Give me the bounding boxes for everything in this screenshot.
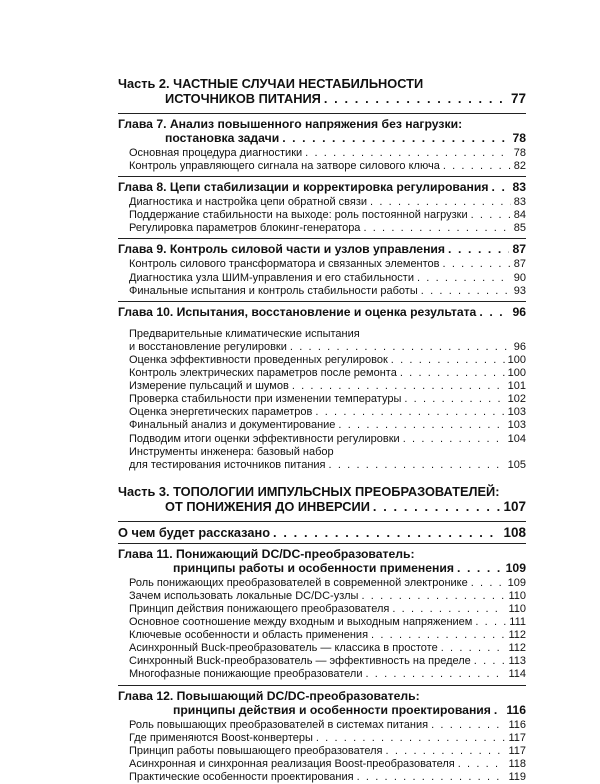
- chapter-10-title: Глава 10. Испытания, восстановление и оценка результата: [118, 304, 477, 319]
- toc-entry: Многофазные понижающие преобразователи . . . 114: [118, 668, 526, 681]
- toc-entry: Инструменты инженера: базовый набор для тестирования источников питания . . . 105: [118, 446, 526, 472]
- toc-entry: Контроль электрических параметров после ремонта . . . 100: [118, 367, 526, 380]
- chapter-7-title-line2: постановка задачи: [165, 131, 280, 145]
- dot-leader: [273, 527, 500, 540]
- intro-page: 108: [503, 524, 526, 540]
- toc-entry: Поддержание стабильности на выходе: роль постоянной нагрузки . . . 84: [118, 209, 526, 222]
- toc-entry: Принцип действия понижающего преобразователя . . . 110: [118, 603, 526, 616]
- chapter-7-heading: [118, 117, 526, 145]
- chapter-12-heading: [118, 689, 526, 717]
- toc-entry: Роль повышающих преобразователей в системах питания . . . 116: [118, 719, 526, 732]
- chapter-10-page: 96: [512, 304, 526, 319]
- chapter-10-heading: [118, 305, 526, 319]
- toc-entry: Асинхронная и синхронная реализация Boost-преобразователя . . . 118: [118, 758, 526, 771]
- chapter-12-title-line2: принципы действия и особенности проектирования: [173, 702, 491, 717]
- toc-entry: Основное соотношение между входным и выходным напряжением . . . 111: [118, 616, 526, 629]
- intro-heading: [118, 525, 526, 540]
- toc-entry: Асинхронный Buck-преобразователь — классика в простоте . . . 112: [118, 642, 526, 655]
- chapter-11-page: 109: [505, 560, 526, 575]
- dot-leader: [457, 562, 503, 574]
- toc-entry: Контроль управляющего сигнала на затворе силового ключа . . . 82: [118, 160, 526, 173]
- toc-entry: Финальный анализ и документирование . . . 103: [118, 419, 526, 432]
- chapter-10-group: [118, 301, 526, 472]
- chapter-11-heading: [118, 547, 526, 575]
- chapter-11-title-line2: принципы работы и особенности применения: [173, 560, 454, 575]
- chapter-8-heading: [118, 180, 526, 194]
- toc-entry: Синхронный Buck-преобразователь — эффективность на пределе . . . 113: [118, 655, 526, 668]
- chapter-8-title: Глава 8. Цепи стабилизации и корректировка регулирования: [118, 180, 489, 195]
- chapter-9-page: 87: [512, 242, 526, 257]
- part-2-page: 77: [510, 91, 526, 106]
- chapter-7-group: [118, 113, 526, 173]
- toc-entry: Практические особенности проектирования . . . 119: [118, 771, 526, 784]
- dot-leader: [479, 306, 509, 318]
- chapter-8-page: 83: [512, 180, 526, 195]
- chapter-7-title-line1: Глава 7. Анализ повышенного напряжения без нагрузки:: [118, 117, 463, 131]
- chapter-9-title: Глава 9. Контроль силовой части и узлов управления: [118, 242, 446, 257]
- dot-leader: [494, 704, 503, 716]
- toc-entry: Зачем использовать локальные DC/DC-узлы . . . 110: [118, 590, 526, 603]
- toc-entry: Проверка стабильности при изменении температуры . . . 102: [118, 393, 526, 406]
- chapter-9-group: [118, 238, 526, 297]
- dot-leader: [373, 501, 501, 514]
- toc-entry: Где применяются Boost-конвертеры . . . 117: [118, 732, 526, 745]
- part-2-title-line2: ИСТОЧНИКОВ ПИТАНИЯ: [165, 91, 321, 106]
- intro-group: [118, 521, 526, 540]
- chapter-12-title-line1: Глава 12. Повышающий DC/DC-преобразователь:: [118, 688, 420, 703]
- toc-entry: Контроль силового трансформатора и связанных элементов . . . 87: [118, 258, 526, 271]
- toc-entry: Принцип работы повышающего преобразователя . . . 117: [118, 745, 526, 758]
- chapter-11-title-line1: Глава 11. Понижающий DC/DC-преобразователь:: [118, 546, 415, 561]
- dot-leader: [282, 132, 509, 144]
- part-3-title-line1: Часть 3. ТОПОЛОГИИ ИМПУЛЬСНЫХ ПРЕОБРАЗОВАТЕЛЕЙ:: [118, 483, 500, 499]
- toc-entry: Подводим итоги оценки эффективности регулировки . . . 104: [118, 433, 526, 446]
- toc-entry: Финальные испытания и контроль стабильности работы . . . 93: [118, 285, 526, 298]
- part-3-title-line2: ОТ ПОНИЖЕНИЯ ДО ИНВЕРСИИ: [165, 498, 370, 514]
- dot-leader: [324, 93, 508, 106]
- toc-entry: Ключевые особенности и область применения . . . 112: [118, 629, 526, 642]
- toc-entry: Регулировка параметров блокинг-генератора . . . 85: [118, 222, 526, 235]
- chapter-8-group: [118, 176, 526, 235]
- part-3-page: 107: [503, 498, 526, 514]
- part-3-heading: [118, 484, 526, 514]
- chapter-12-group: [118, 685, 526, 784]
- chapter-11-group: [118, 543, 526, 682]
- toc-entry: Предварительные климатические испытания и восстановление регулировки . . . 96: [118, 328, 526, 354]
- toc-entry: Измерение пульсаций и шумов . . . 101: [118, 380, 526, 393]
- toc-entry: Оценка энергетических параметров . . . 103: [118, 406, 526, 419]
- toc-entry: Диагностика и настройка цепи обратной связи . . . 83: [118, 196, 526, 209]
- toc-entry: Оценка эффективности проведенных регулировок . . . 100: [118, 354, 526, 367]
- chapter-9-heading: [118, 242, 526, 256]
- dot-leader: [448, 243, 509, 255]
- toc-entry: Роль понижающих преобразователей в современной электронике . . . 109: [118, 577, 526, 590]
- part-2-title-line1: Часть 2. ЧАСТНЫЕ СЛУЧАИ НЕСТАБИЛЬНОСТИ: [118, 76, 424, 91]
- chapter-12-page: 116: [506, 702, 526, 717]
- table-of-contents: [118, 76, 526, 784]
- toc-entry: Основная процедура диагностики . . . 78: [118, 147, 526, 160]
- part-2-heading: [118, 76, 526, 106]
- toc-entry: Диагностика узла ШИМ-управления и его стабильности . . . 90: [118, 272, 526, 285]
- dot-leader: [492, 181, 510, 193]
- intro-title: О чем будет рассказано: [118, 524, 271, 540]
- chapter-7-page: 78: [512, 131, 526, 145]
